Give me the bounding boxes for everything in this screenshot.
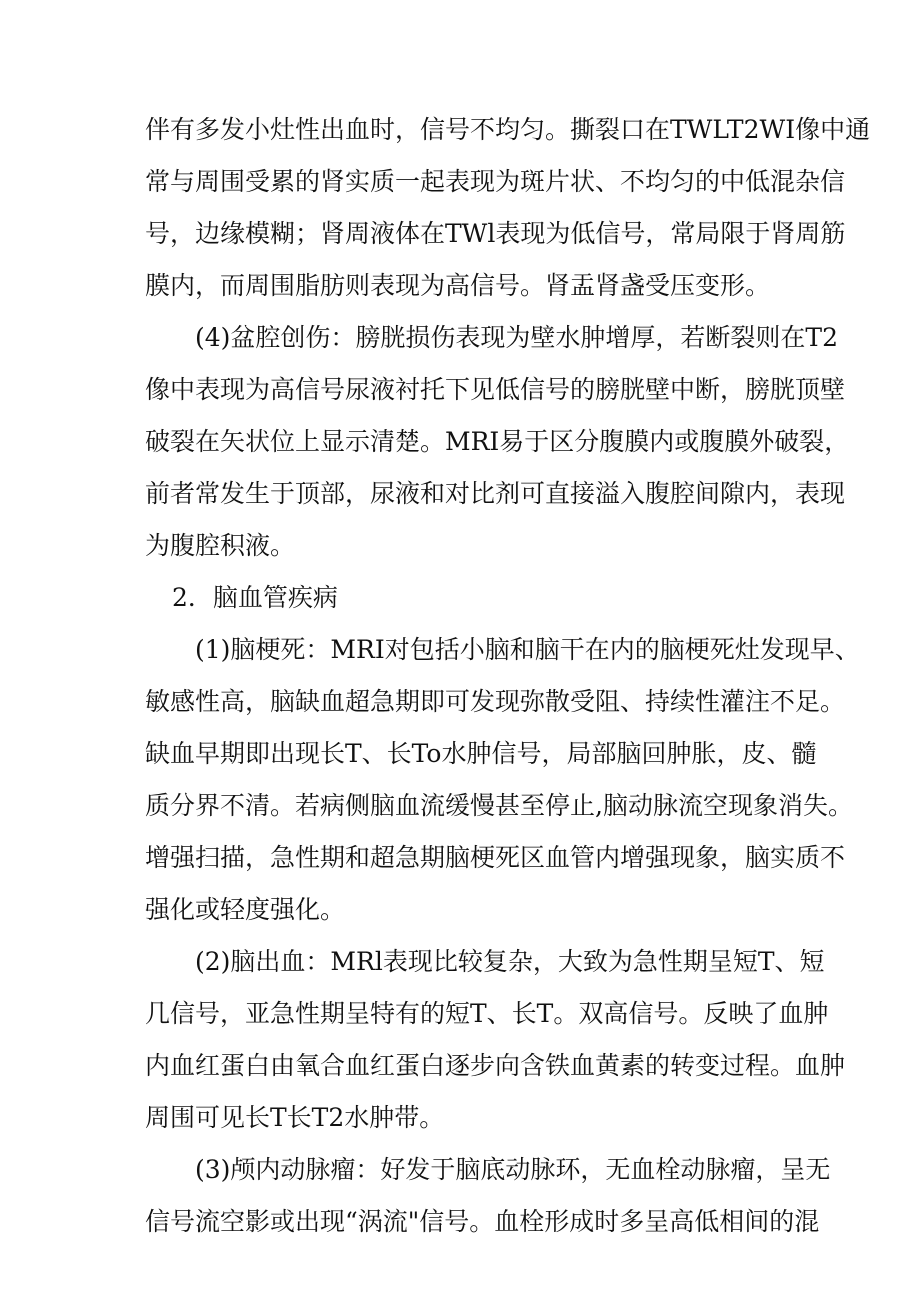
text-line: 信号流空影或出现“涡流"信号。血栓形成时多呈高低相间的混 xyxy=(145,1207,820,1236)
text-line: 内血红蛋白由氧合血红蛋白逐步向含铁血黄素的转变过程。血肿 xyxy=(145,1051,846,1080)
text-line: 号，边缘模糊；肾周液体在TWl表现为低信号，常局限于肾周筋 xyxy=(145,219,846,248)
text-line: 敏感性高，脑缺血超急期即可发现弥散受阻、持续性灌注不足。 xyxy=(145,687,846,716)
text-line: 增强扫描，急性期和超急期脑梗死区血管内增强现象，脑实质不 xyxy=(145,843,846,872)
paragraph-first-line: (4)盆腔创伤：膀胱损伤表现为壁水肿增厚，若断裂则在T2 xyxy=(195,323,838,352)
text-line: 强化或轻度强化。 xyxy=(145,895,346,924)
text-line: 伴有多发小灶性出血时，信号不均匀。撕裂口在TWLT2WI像中通 xyxy=(145,115,871,144)
paragraph-first-line: (3)颅内动脉瘤：好发于脑底动脉环，无血栓动脉瘤，呈无 xyxy=(195,1155,831,1184)
paragraph-first-line: (1)脑梗死：MRI对包括小脑和脑干在内的脑梗死灶发现早、 xyxy=(195,635,860,664)
text-line: 常与周围受累的肾实质一起表现为斑片状、不均匀的中低混杂信 xyxy=(145,167,846,196)
text-line: 像中表现为高信号尿液衬托下见低信号的膀胱壁中断，膀胱顶壁 xyxy=(145,375,846,404)
paragraph-first-line: (2)脑出血：MRl表现比较复杂，大致为急性期呈短T、短 xyxy=(195,947,825,976)
text-line: 缺血早期即出现长T、长To水肿信号，局部脑回肿胀，皮、髓 xyxy=(145,739,817,768)
text-line: 破裂在矢状位上显示清楚。MRI易于区分腹膜内或腹膜外破裂， xyxy=(145,427,850,456)
text-line: 为腹腔积液。 xyxy=(145,531,296,560)
text-line: 前者常发生于顶部，尿液和对比剂可直接溢入腹腔间隙内，表现 xyxy=(145,479,846,508)
text-line: 几信号，亚急性期呈特有的短T、长T。双高信号。反映了血肿 xyxy=(145,999,829,1028)
text-line: 膜内，而周围脂肪则表现为高信号。肾盂肾盏受压变形。 xyxy=(145,271,771,300)
section-heading: 2．脑血管疾病 xyxy=(172,583,338,612)
text-line: 周围可见长T长T2水肿带。 xyxy=(145,1103,445,1132)
text-line: 质分界不清。若病侧脑血流缓慢甚至停止,脑动脉流空现象消失。 xyxy=(145,791,853,820)
